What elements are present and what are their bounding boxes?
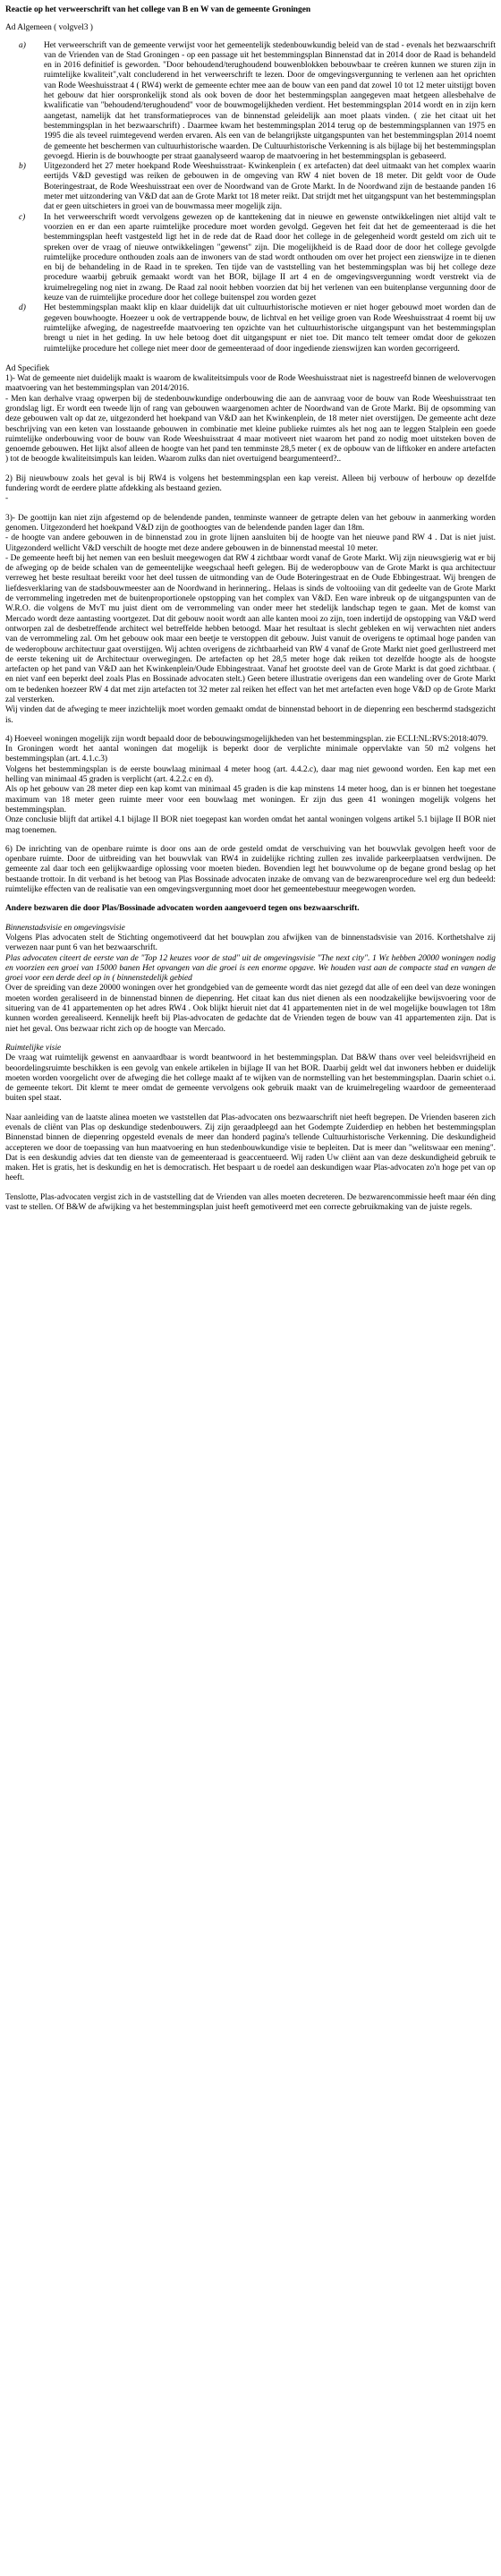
paragraph: Tenslotte, Plas-advocaten vergist zich in de vaststelling dat de Vrienden van alles moeten decreteren. De bezwarencommissie heeft maar één ding vast te stellen. Of B&W de afwijking va het bestemmingsplan juist heeft gemotiveerd met een correcte gebruikmaking van de juiste regels.	[5, 1192, 496, 1213]
list-item-text: Het bestemmingsplan maakt klip en klaar duidelijk dat uit cultuurhistorische motieven er niet hoger gebouwd moet worden dan de gegeven bouwhoogte. Hoezeer u ook de vertrappende bouw, de lichtval en het veilige groen van Rode Weeshuisstraat 4 roemt bij uw ruimtelijke afweging, de nagestreefde maatvoering ten opzichte van het cultuurhistorische uitgangspunt van het bestemmingsplan brengt u niet in het geding. In uw hele betoog doet dit uitgangspunt er niet toe. Dit manco telt temeer omdat door de gekozen ruimtelijke procedure het college niet meer door de gemeenteraad of door ingediende zienswijzen kan worden gecorrigeerd.	[44, 303, 496, 354]
paragraph: 2) Bij nieuwbouw zoals het geval is bij RW4 is volgens het bestemmingsplan een kap vereist. Alleen bij verbouw of herbouw op dezelfde fundering wordt de eerdere platte afdekking als bestaand gezien.	[5, 473, 496, 494]
ad-algemeen-list	[5, 41, 496, 354]
list-item-text: Het verweerschrift van de gemeente verwijst voor het gemeentelijk stedenbouwkundig beleid van de stad - evenals het bezwaarschrift van de Vrienden van de Stad Groningen - op een passage uit het bestemmingsplan Binnenstad dat in 2014 door de Raad is behandeld en in 2016 definitief is geworden. "Door behoudend/terughoudend bouwenblokken bebouwbaar te creëren kunnen we sturen zijn in ruimtelijke kwaliteit",valt concluderend in het verweerschrift te lezen. Door de omgevingsvergunning te verlenen aan het oprichten van Rode Weeshuisstraat 4 ( RW4) werkt de gemeente echter mee aan de bouw van een pand dat zowel 10 tot 12 meter uitstijgt boven het gebouw dat hier oorspronkelijk stond als ook boven de door het bestemmingsplan aangegeven maat hetgeen allesbehalve de kwalificatie van "behoudend/terughoudend" voor de bouwmogelijkheden verdient. Het bestemmingsplan 2014 wordt en in zijn kern aangetast, namelijk dat het transformatieproces van de binnenstad geleidelijk aan moet plaats vinden. ( zie het citaat uit het bestemmingsplan in het bezwaarschrift) . Daarmee kwam het bestemmingsplan 2014 terug op de bestemmingsplannen van 1975 en 1995 die als teveel ruimtegevend werden ervaren. Als een van de belangrijkste uitgangspunten van het bestemmingsplan 2014 noemt de gemeente het beschermen van cultuurhistorische waarden. De Cultuurhistorische Verkenning is als bijlage bij het bestemmingsplan gevoegd. Hierin is de bouwhoogte per straat gaanalyseerd waarop de maatvoering in het bestemmingsplan is gebaseerd.	[44, 40, 496, 161]
paragraph: 6) De inrichting van de openbare ruimte is door ons aan de orde gesteld omdat de verschuiving van het bouwvlak gevolgen heeft voor de openbare ruimte. Door de uitbreiding van het bouwvlak van RW4 in zuidelijke richting zullen zes invalide parkeerplaatsen verdwijnen. De gemeente zal daar toch een gelijkwaardige oplossing voor moeten bieden. Bovendien legt het bouwvolume op de begane grond beslag op het bestaande trottoir. In dit verband is het betoog van Plas Bossinade advocaten inzake de omvang van de bezwarenprocedure wel erg dun bedeeld: ruimtelijke effecten van de realisatie van een omgevingsvergunning moet door het gemeentebestuur meegewogen worden.	[5, 844, 496, 895]
dash-separator: -	[5, 494, 9, 504]
list-item	[5, 303, 496, 354]
list-marker: c)	[19, 212, 26, 222]
paragraph: Naar aanleiding van de laatste alinea moeten we vaststellen dat Plas-advocaten ons bezwaarschrift niet heeft begrepen. De Vrienden baseren zich evenals de cliënt van Plas op deskundige stedenbouwers. Zij zijn geraadpleegd aan het Godempte Zuiderdiep en hebben het bestemmingsplan Binnenstad binnen de diepenring opgesteld evenals de meer dan honderd pagina's tellende Cultuurhistorische Verkenning. Die deskundigheid accepteren we door de toepassing van hun maatvoering en hun stedenbouwkundige visie te bepleiten. Dat is meer dan "welitswaar een mening". Dat is een deskundig advies dat ten dienste van de gemeenteraad is geaccentueerd. Wij raden Uw cliënt aan van deze deskundigheid gebruik te maken. Het is gratis, het is deskundig en het is democratisch. Het bespaart u de roedel aan deskundigen waar Plas-advocaten zo'n hoge pet van op heeft.	[5, 1113, 496, 1183]
section-heading: Ad Algemeen ( volgvel3 )	[5, 23, 93, 33]
section-heading: Andere bezwaren die door Plas/Bossinade advocaten worden aangevoerd tegen ons bezwaarschrift.	[5, 904, 360, 914]
paragraph: 1)- Wat de gemeente niet duidelijk maakt is waarom de kwaliteitsimpuls voor de Rode Weeshuisstraat niet is nagestreefd binnen de welovervogen maatvoering van het bestemmingsplan van 2014/2016.	[5, 374, 496, 394]
list-item-text: Uitgezonderd het 27 meter hoekpand Rode Weeshuisstraat- Kwinkenplein ( ex artefacten) dat deel uitmaakt van het complex waarin eertijds V&D gevestigd was reiken de gebouwen in de omgeving van RW 4 niet boven de 18 meter. Dit geldt voor de Oude Boteringestraat, de Rode Weeshuisstraat een over de Noordwand van de Grote Markt. In de Noordwand zijn de bestaande panden 16 meter met uitzondering van V&D dat aan de Grote Markt tot 18 meter reikt. Dat strijdt met het uitgangspunt van het bestemmingsplan dat er geen uitschieters in groei van de bouwmassa meer mogelijk zijn.	[44, 162, 496, 212]
subheading: Binnenstadsvisie en omgevingsvisie	[5, 923, 125, 933]
list-item-text: In het verweerschrift wordt vervolgens gewezen op de kanttekening dat in nieuwe en gewenste ontwikkelingen niet altijd valt te voorzien en er dan een aparte ruimtelijke procedure moet worden gevolgd. Gegeven het feit dat het de gemeenteraad is die het bestemmingsplan heeft vastgesteld ligt het in de rede dat de Raad door het college in de gelegenheid wordt gesteld om zich uit te spreken over de vraag of nieuwe ontwikkelingen "gewenst" zijn. Die mogelijkheid is de Raad door de door het college gevolgde ruimtelijke procedure onthouden zoals aan de inwoners van de stad wordt onthouden om over het project een zienswijze in te dienen en bij de behandeling in de Raad in te spreken. Ten tijde van de vaststelling van het bestemmingsplan was bij het college deze procedure waarbij gebruik gemaakt wordt van het BOR, bijlage II art 4 en de omgevingsvergunning wordt verstrekt via de kruimelregeling nog niet in zwang. De Raad zal nooit hebben voorzien dat bij het verlenen van een buitenplanse vergunning door de keuze van de ruimtelijke procedure door het college buitenspel zou worden gezet	[44, 212, 496, 303]
list-marker: d)	[19, 303, 26, 313]
paragraph: - de hoogte van andere gebouwen in de binnenstad zou in grote lijnen aansluiten bij de hoogte van het nieuwe pand RW 4 . Dat is niet juist. Uitgezonderd wellicht V&D verschilt de hoogte met deze andere gebouwen in de binnenstad meestal 10 meter.	[5, 533, 496, 553]
paragraph: Als op het gebouw van 28 meter diep een kap komt van minimaal 45 graden is die kap minstens 14 meter hoog, dan is er binnen het toegestane maximum van 18 meter geen ruimte meer voor een bouwlaag met woningen. Er zijn dus geen 41 woningen mogelijk volgens het bestemmingsplan.	[5, 785, 496, 815]
section-heading: Ad Specifiek	[5, 363, 50, 373]
section-ad-specifiek	[5, 364, 496, 896]
quote-paragraph: Plas advocaten citeert de eerste van de "Top 12 keuzes voor de stad" uit de omgevingsvisie "The next city". 1 Wε hebben 20000 woningen nodig en voorzien een groei van 15000 banen Het opvangen van die groei is een enorme opgave. We houden vast aan de compacte stad en vangen de groei voor een derde deel op in ( binnenstedelijk gebied	[5, 953, 496, 984]
list-marker: b)	[19, 162, 26, 172]
paragraph: Volgens het bestemmingsplan is de eerste bouwlaag minimaal 4 meter hoog (art. 4.4.2.c), daar mag niet gewoond worden. Een kap met een helling van minimaal 45 graden is verplicht (art. 4.2.2.c en d).	[5, 764, 496, 785]
paragraph: Wij vinden dat de afweging te meer inzichtelijk moet worden gemaakt omdat de binnenstad behoort in de diepenring een beschermd stadsgezicht is.	[5, 705, 496, 725]
list-item	[5, 41, 496, 163]
paragraph: 3)- De goottijn kan niet zijn afgestemd op de belendende panden, tenminste wanneer de getrapte delen van het gebouw in aanmerking worden genomen. Uitgezonderd het hoekpand V&D zijn de goothoogtes van de belendende panden lager dan 18m.	[5, 513, 496, 533]
section-ad-algemeen	[5, 23, 496, 354]
paragraph: Volgens Plas advocaten stelt de Stichting ongemotiveerd dat het bouwplan zou afwijken van de binnenstadsvisie van 2016. Korthetshalve zij verwezen naar punt 6 van het bezwaarschrift.	[5, 933, 496, 953]
paragraph: - De gemeente heeft bij het nemen van een besluit meegewogen dat RW 4 zichtbaar wordt vanaf de Grote Markt. Wij zijn nieuwsgierig wat er bij de afweging op de beide schalen van de gemeentelijke weegschaal heeft gelegen. Bij de wederopbouw van de Grote Markt is qua architectuur verreweg het beste resultaat bereikt voor het deel tussen de uitmonding van de Oude Boteringestraat en de Oude Ebbingestraat. Wij brengen de liefdesverklaring van de stadsbouwmeester aan de Noordwand in herinnering.. Helaas is sinds de voltooiing van dit gedeelte van de Grote Markt de verrommeling ingetreden met de buitenproportionele opstopping van het complex van V&D. Een ware inbreuk op de uitgangspunten van de W.R.O. die volgens de MvT mu juist dient om de verrommeling van onder meer het stedelijk landschap tegen te gaan. Met de komst van Mercado wordt deze aantasting voortgezet. Dat dit gebouw nooit wordt aan alle kanten mooi zo zijn, toen indertijd de opstopping van V&D werd ontworpen zal de desbetreffende architect wel betreffelde hebben betoogd. Maar het resultaat is slecht gebleken en wij verwachten niet anders van de verrommeling zal. Om het gebouw ook maar een beetje te verstoppen dit gebouw. Juist vanuit de overigens te optimaal hoge panden van de wederopbouw architectuur gaat overstijgen. Wij achten overigens de zichtbaarheid van RW 4 vanaf de Grote Markt niet goed gerllustreerd met de eerste tekening uit de Architectuur overwegingen. De artefacten op het 28,5 meter hoge dak reiken tot dezelfde hoogte als de hoogste artefacten op het pand van V&D aan het Kwinkenplein/Oude Ebbingestraat. Vanaf het grootste deel van de Grote Markt is dat goed zichtbaar. ( en niet vanf een beperkt deel zoals Plas en Bossinade advocaten stelt.) Geen betere illustratie overigens dan een wandeling over de Grote Markt om te bedenken hoezeer RW 4 dat met zijn artefacten tot 32 meter zal reiken het effect van het met artefacten even hoge V&D op de Grote Markt zal versterken.	[5, 553, 496, 704]
document-title: Reactie op het verweerschrift van het college van B en W van de gemeente Groningen	[5, 5, 311, 14]
paragraph: De vraag wat ruimtelijk gewenst en aanvaardbaar is wordt beantwoord in het bestemmingsplan. Dat B&W thans over veel beleidsvrijheid en beoordelingsruimte beschikken is een gevolg van enkele artikelen in bijlage II van het BOR. Daarbij geldt wel dat inwoners hebben er duidelijk moeten worden voorgelicht over de afweging die het college maakt af te wijken van de normstelling van het bestemmingsplan. Daarin schiet o.i. de gemeente tekort. Dit klemt te meer omdat de gemeente vervolgens ook gebruik maakt van de kruimelregeling waardoor de gemeenteraad buiten spel staat.	[5, 1053, 496, 1104]
paragraph: 4) Hoeveel woningen mogelijk zijn wordt bepaald door de bebouwingsmogelijkheden van het bestemmingsplan. zie ECLI:NL:RVS:2018:4079.	[5, 734, 488, 744]
paragraph: In Groningen wordt het aantal woningen dat mogelijk is beperkt door de verplichte minimale oppervlakte van 50 m2 volgens het bestemmingsplan (art. 4.1.c.3)	[5, 745, 496, 764]
paragraph: Over de spreiding van deze 20000 woningen over het grondgebied van de gemeente wordt das niet gezegd dat alle of een deel van deze woningen moeten worden geraliseerd in de binnenstad binnen de diepenring. Het citaat kan dus niet dienen als een noodzakelijke bewijsvoering voor de situering van de 41 appartementen op het adres RW4 . Ook blijkt hieruit niet dat 41 appartementen niet in de wel mogelijke bouwlagen tot 18m kunnen worden gerealiseerd. Kennelijk heeft bij Plas-advocaten de gedachte dat de Vrienden tegen de bouw van 41 appartementen zijn. Dat is niet het geval. Ons bezwaar richt zich op de hoogte van Mercado.	[5, 984, 496, 1034]
list-marker: a)	[19, 40, 26, 50]
list-item	[5, 162, 496, 212]
list-item	[5, 213, 496, 304]
paragraph: Onze conclusie blijft dat artikel 4.1 bijlage II BOR niet toegepast kan worden omdat het aantal woningen volgens artikel 5.1 bijlage II BOR niet mag toenemen.	[5, 815, 496, 835]
section-andere-bezwaren	[5, 904, 496, 1213]
subheading: Ruimtelijke visie	[5, 1043, 62, 1053]
paragraph: - Men kan derhalve vraag opwerpen bij de stedenbouwkundige onderbouwing die aan de aanvraag voor de bouw van Rode Weeshuisstraat ten grondslag ligt. Er wordt een tweede lijn of rang van gebouwen waargenomen achter de Noordwand van de Grote Markt. Bij de opsomming van deze gebouwen valt op dat ze, uitgezonderd het hoekpand van V&D aan het Kwinkenplein, de 18 meter niet overstijgen. De gemeente acht deze beschrijving van een keten van losstaande gebouwen in combinatie met kleine publieke ruimtes als het nog aan te leggen Stalplein een goede ruimtelijke onderbouwing voor de bouw van Rode Weeshuisstraat 4 maar motiveert niet waarom het pand zo nodig moet uitsteken boven de genoemde gebouwen. Het lijkt alsof alleen de hoogte van het pand ten temminste 28,5 meter ( ex de opbouw van de liftkoker en andere artefacten ) tot de beoogde kwaliteitsimpuls kan leiden. Waarom zulks dan niet overtuigend beargumenteerd?..	[5, 394, 496, 465]
